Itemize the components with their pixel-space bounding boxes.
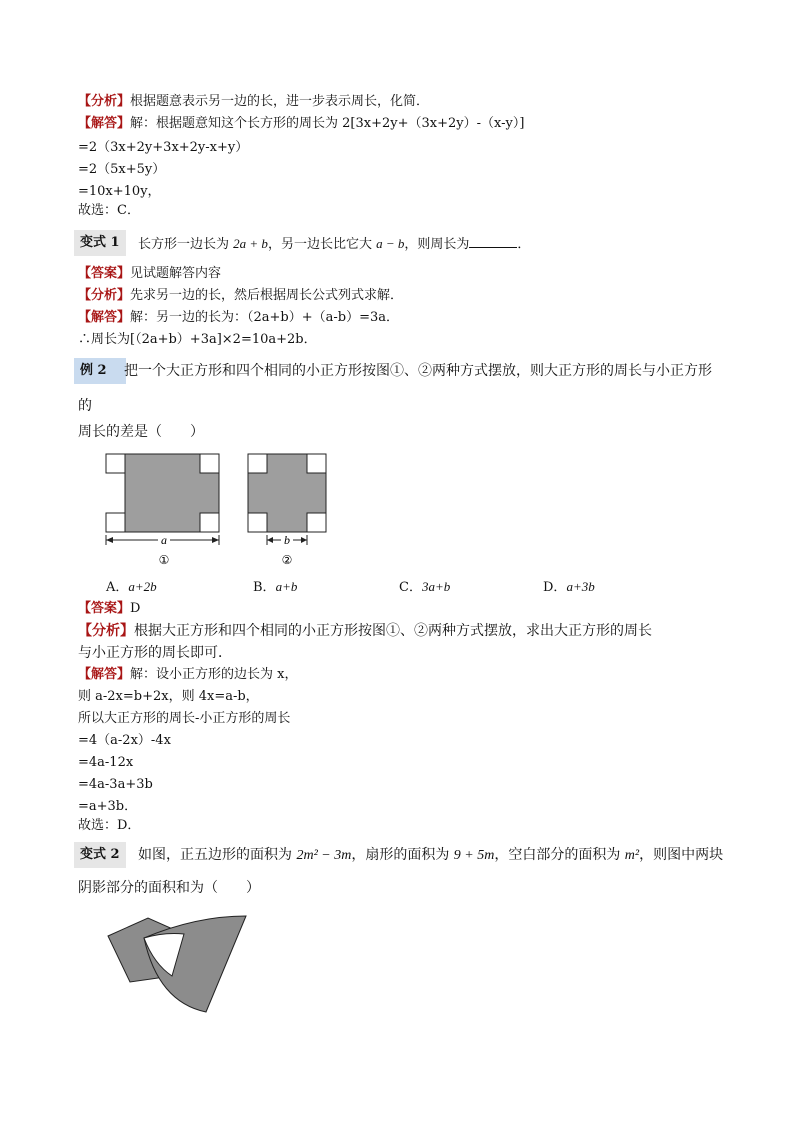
small-square [200,454,219,473]
small-square [200,513,219,532]
example-2-label: 例 2 [74,358,126,384]
small-square [307,454,326,473]
variant-1-question: 长方形一边长为 2a + b，另一边长比它大 a − b，则周长为 ． [138,233,530,255]
label-b: b [284,533,290,547]
answer-detail-line [78,114,524,134]
variant-2-expr3: m² [624,848,640,863]
caption-2: ② [281,553,293,567]
answer-detail-text: 解：根据题意知这个长方形的周长为 2[3x+2y+（3x+2y）-（x-y）] [130,116,525,131]
solution-conclusion: 故选：D． [78,818,141,833]
answer-blank [469,233,517,248]
answer-detail-line: 【解答】解：另一边的长为：（2a+b）+（a-b）=3a． [78,310,400,325]
option-a[interactable]: A．a+2b [106,579,157,595]
solution-step: =4a-3a+3b [78,777,153,792]
solution-step: =4（a-2x）-4x [78,733,171,748]
solution-conclusion: 故选：C． [78,203,140,218]
analysis-text: 根据题意表示另一边的长，进一步表示周长，化简． [130,94,430,109]
answer-line: 【答案】D [78,601,141,616]
analysis-line: 【分析】根据大正方形和四个相同的小正方形按图①、②两种方式摆放，求出大正方形的周长 [78,623,652,639]
arrow-head [106,537,113,543]
analysis-tag: 【分析】 [78,623,134,639]
answer-tag: 【答案】 [78,601,131,616]
answer-tag: 【答案】 [78,266,131,281]
answer-detail-tag: 【解答】 [78,667,131,682]
analysis-tag: 【分析】 [78,94,131,109]
variant-2-expr2: 9 + 5m [453,848,495,863]
answer-line: 【答案】见试题解答内容 [78,266,222,281]
solution-step: =a+3b． [78,799,138,814]
arrow-head [267,537,273,543]
figure-2 [248,454,326,567]
solution-step: 则 a-2x=b+2x，则 4x=a-b， [78,689,259,704]
option-b[interactable]: B．a+b [253,579,298,595]
example-2-question-line3: 周长的差是（ ） [78,424,204,440]
analysis-line: 【分析】先求另一边的长，然后根据周长公式列式求解． [78,288,404,303]
variant-1-label: 变式 1 [74,230,126,256]
variant-1-expr2: a − b [376,236,405,251]
solution-step: =4a-12x [78,755,134,770]
arrow-head [301,537,307,543]
small-square [248,513,267,532]
example-2-question-line2: 的 [78,398,92,414]
pentagon-sector-figure [100,910,260,1020]
solution-step: =2（3x+2y+3x+2y-x+y） [78,140,249,155]
analysis-tag: 【分析】 [78,288,131,303]
label-a: a [161,533,167,547]
variant-2-question-line2: 阴影部分的面积和为（ ） [78,880,260,896]
variant-2-expr1: 2m² − 3m [296,848,352,863]
option-c[interactable]: C．3a+b [399,579,451,595]
analysis-line-2: 与小正方形的周长即可． [78,645,232,661]
caption-1: ① [158,553,170,567]
solution-step: =2（5x+5y） [78,162,166,177]
analysis-line [78,92,429,112]
example-2-question-line1: 把一个大正方形和四个相同的小正方形按图①、②两种方式摆放，则大正方形的周长与小正方形 [124,363,712,379]
small-square [248,454,267,473]
answer-detail-tag: 【解答】 [78,116,131,131]
figure-1 [106,454,219,567]
variant-2-label: 变式 2 [74,842,126,868]
answer-detail-tag: 【解答】 [78,310,131,325]
solution-step: 所以大正方形的周长-小正方形的周长 [78,711,291,726]
arrow-head [212,537,219,543]
small-square [106,513,125,532]
answer-detail-line: 【解答】解：设小正方形的边长为 x， [78,667,298,682]
small-square [307,513,326,532]
solution-conclusion: ∴周长为[（2a+b）+3a]×2=10a+2b． [78,332,317,347]
small-square [106,454,125,473]
square-figures [100,448,340,570]
solution-step: =10x+10y， [78,184,161,199]
variant-2-question: 如图，正五边形的面积为 2m² − 3m，扇形的面积为 9 + 5m，空白部分的面积为 m²，则图中两块 [138,847,724,863]
variant-1-expr1: 2a + b [233,236,268,251]
option-d[interactable]: D．a+3b [543,579,595,595]
